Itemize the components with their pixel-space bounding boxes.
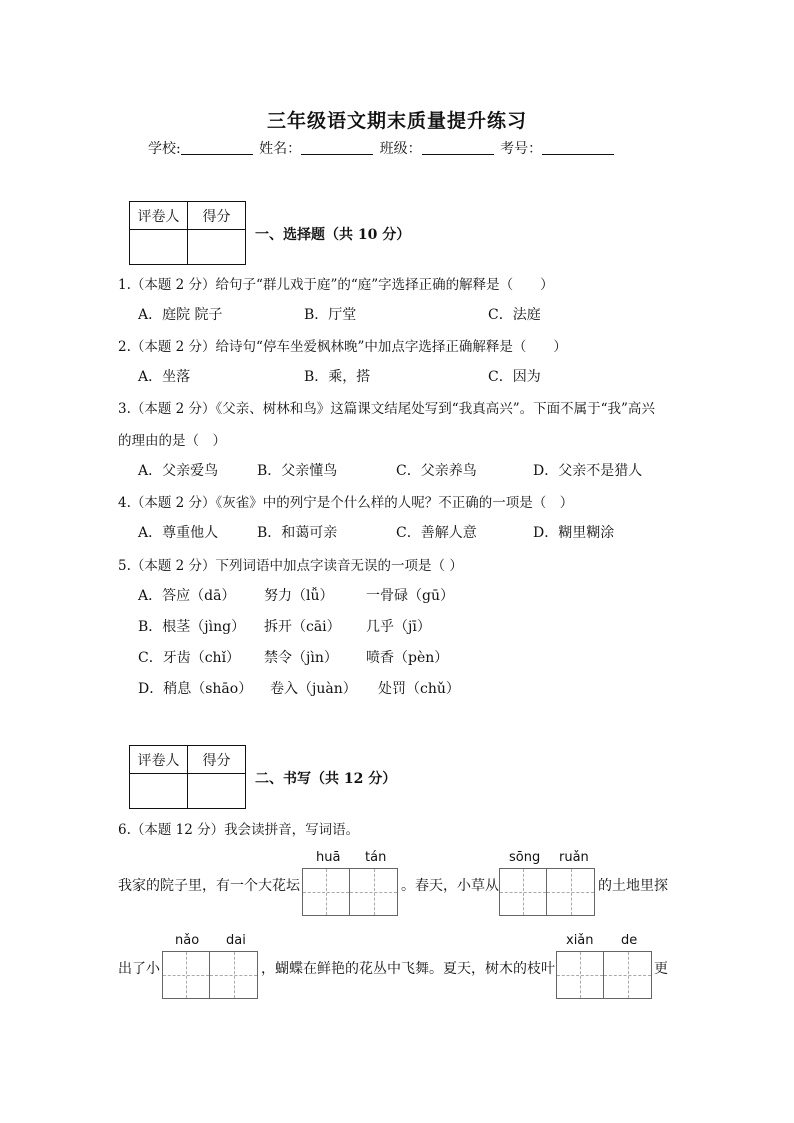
line1-text-b: 。春天，小草从: [401, 878, 499, 894]
exam-no-label: 考号：: [500, 141, 543, 157]
q2-option-c[interactable]: C．因为: [488, 369, 541, 385]
q5-row-d-1[interactable]: D．稍息（shāo）: [138, 681, 253, 697]
q5-row-c-3: 喷香（pèn）: [366, 650, 449, 666]
pinyin-nao: nǎo: [175, 933, 200, 948]
section1-heading: 一、选择题（共 10 分）: [255, 227, 411, 243]
writing-cell[interactable]: [499, 868, 547, 916]
q1-option-a[interactable]: A．庭院 院子: [138, 307, 223, 323]
grader-label: 评卷人: [130, 746, 188, 774]
writing-box-xiande[interactable]: [556, 951, 652, 999]
writing-cell[interactable]: [604, 951, 652, 999]
q1-option-b[interactable]: B．厅堂: [304, 307, 357, 323]
q5-row-b-1[interactable]: B．根茎（jìng）: [138, 619, 246, 635]
q5-row-c-2: 禁令（jìn）: [264, 650, 338, 666]
q3-option-c[interactable]: C．父亲养鸟: [396, 463, 477, 479]
q4-option-a[interactable]: A．尊重他人: [138, 525, 219, 541]
class-label: 班级：: [379, 141, 422, 157]
line1-text-a: 我家的院子里，有一个大花坛: [118, 878, 300, 894]
pinyin-xian: xiǎn: [566, 933, 594, 948]
score-table-2: [129, 745, 246, 809]
q4-option-b[interactable]: B．和蔼可亲: [257, 525, 338, 541]
question-4-stem: 4.（本题 2 分）《灰雀》中的列宁是个什么样的人呢？不正确的一项是（ ）: [118, 495, 574, 511]
q5-row-b-2: 拆开（cāi）: [264, 619, 341, 635]
pinyin-song: sōng: [509, 850, 541, 865]
line2-text-c: 更: [654, 961, 668, 977]
q2-option-a[interactable]: A．坐落: [138, 369, 191, 385]
q3-option-d[interactable]: D．父亲不是猎人: [533, 463, 643, 479]
student-info-line: [148, 138, 616, 158]
writing-box-songruan[interactable]: [499, 868, 595, 916]
question-2-stem: 2.（本题 2 分）给诗句“停车坐爱枫林晚”中加点字选择正确解释是（ ）: [118, 339, 567, 355]
q5-row-b-3: 几乎（jī）: [366, 619, 431, 635]
name-label: 姓名：: [259, 141, 302, 157]
writing-box-huatan[interactable]: [302, 868, 398, 916]
grader-cell[interactable]: [130, 774, 188, 809]
q5-row-d-2: 卷入（juàn）: [270, 681, 357, 697]
question-5-stem: 5.（本题 2 分）下列词语中加点字读音无误的一项是（ ）: [118, 558, 463, 574]
line2-text-a: 出了小: [118, 961, 160, 977]
pinyin-dai: dai: [226, 933, 246, 948]
writing-cell[interactable]: [350, 868, 398, 916]
writing-cell[interactable]: [302, 868, 350, 916]
score-table-1: [129, 201, 246, 265]
q5-row-a-1[interactable]: A．答应（dā）: [138, 588, 236, 604]
pinyin-tan: tán: [365, 850, 387, 865]
grader-cell[interactable]: [130, 230, 188, 265]
pinyin-de: de: [621, 933, 638, 948]
section2-heading: 二、书写（共 12 分）: [255, 771, 397, 787]
pinyin-ruan: ruǎn: [559, 850, 589, 865]
q5-row-a-3: 一骨碌（gū）: [366, 588, 454, 604]
writing-cell[interactable]: [210, 951, 258, 999]
score-cell[interactable]: [188, 774, 246, 809]
q1-option-c[interactable]: C．法庭: [488, 307, 541, 323]
name-blank[interactable]: [301, 140, 373, 155]
score-cell[interactable]: [188, 230, 246, 265]
grader-label: 评卷人: [130, 202, 188, 230]
question-3-stem: 3.（本题 2 分）《父亲、树林和鸟》这篇课文结尾处写到“我真高兴”。下面不属于“我”高兴: [118, 401, 655, 417]
line1-text-c: 的土地里探: [598, 878, 668, 894]
q2-option-b[interactable]: B．乘，搭: [304, 369, 371, 385]
q5-row-c-1[interactable]: C．牙齿（chǐ）: [138, 650, 241, 666]
page-title: 三年级语文期末质量提升练习: [266, 110, 527, 132]
class-blank[interactable]: [422, 140, 494, 155]
q3-option-a[interactable]: A．父亲爱鸟: [138, 463, 219, 479]
question-3-stem-cont: 的理由的是（ ）: [118, 433, 226, 449]
q5-row-d-3: 处罚（chǔ）: [378, 681, 460, 697]
question-1-stem: 1.（本题 2 分）给句子“群儿戏于庭”的“庭”字选择正确的解释是（ ）: [118, 277, 554, 293]
q4-option-d[interactable]: D．糊里糊涂: [533, 525, 615, 541]
q4-option-c[interactable]: C．善解人意: [396, 525, 477, 541]
score-label: 得分: [188, 746, 246, 774]
score-label: 得分: [188, 202, 246, 230]
writing-box-naodai[interactable]: [162, 951, 258, 999]
writing-cell[interactable]: [162, 951, 210, 999]
line2-text-b: ，蝴蝶在鲜艳的花丛中飞舞。夏天，树木的枝叶: [261, 961, 555, 977]
question-6-stem: 6.（本题 12 分）我会读拼音，写词语。: [118, 822, 360, 838]
pinyin-hua: huā: [316, 850, 341, 865]
q3-option-b[interactable]: B．父亲懂鸟: [257, 463, 338, 479]
writing-cell[interactable]: [547, 868, 595, 916]
exam-no-blank[interactable]: [542, 140, 614, 155]
school-blank[interactable]: [181, 140, 253, 155]
q5-row-a-2: 努力（lǚ）: [264, 588, 334, 604]
writing-cell[interactable]: [556, 951, 604, 999]
school-label: 学校:: [148, 141, 181, 157]
